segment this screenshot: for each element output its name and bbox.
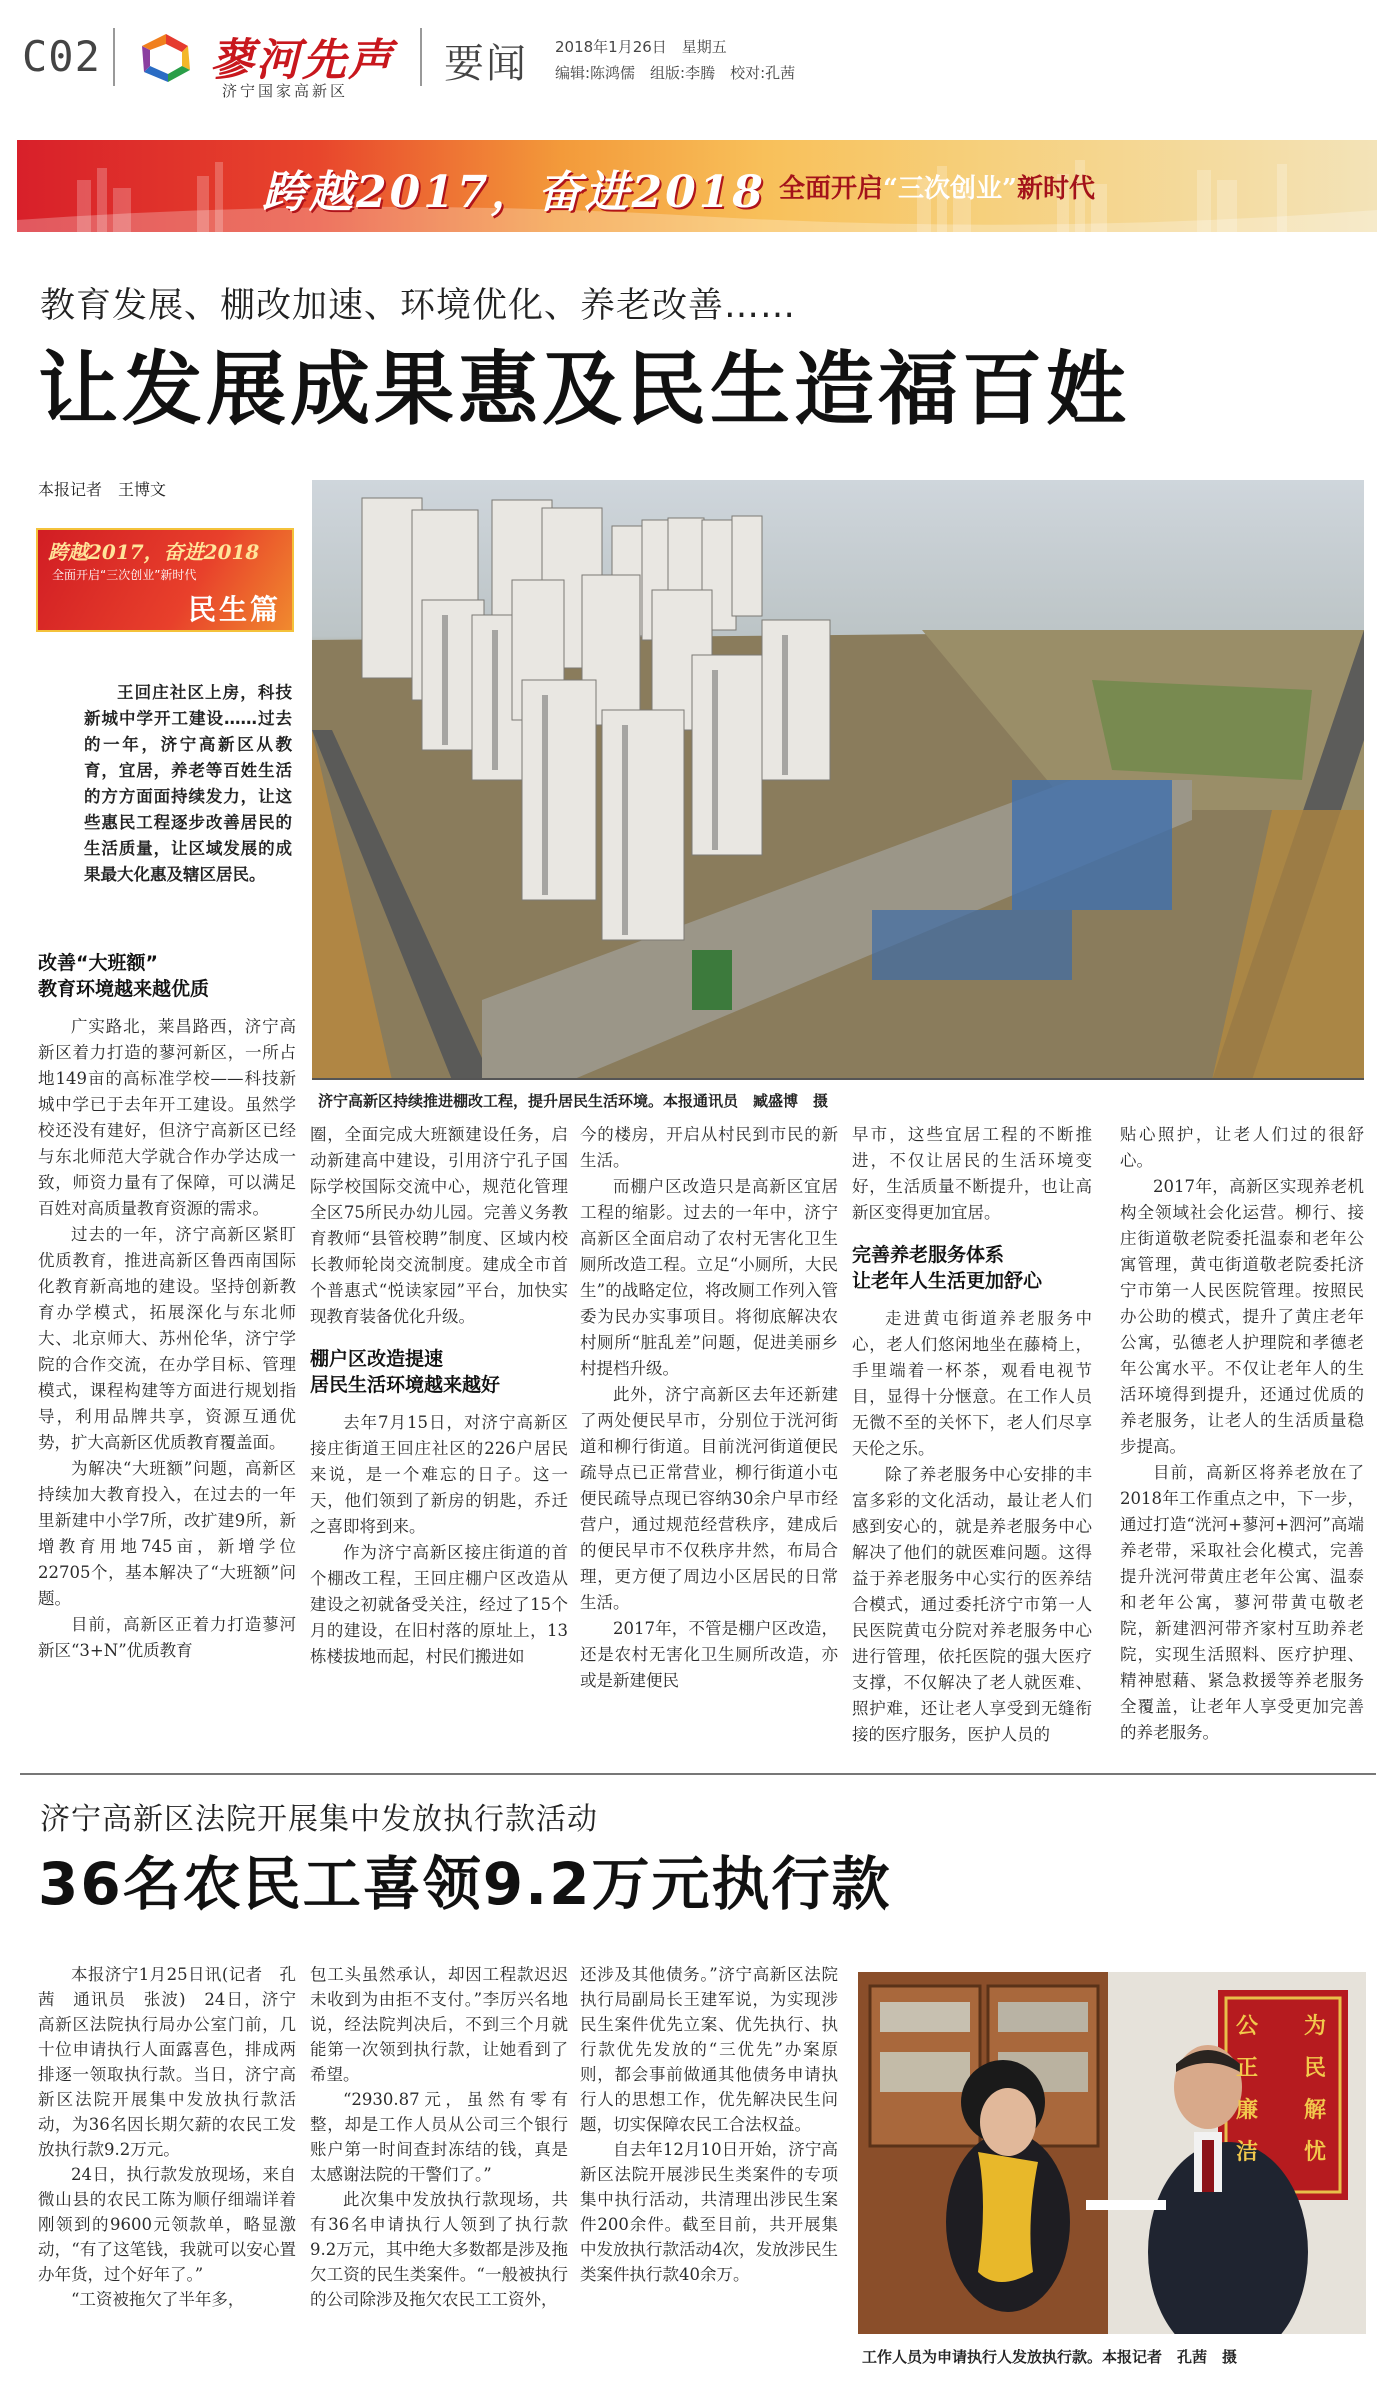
paragraph: “工资被拖欠了半年多， bbox=[71, 2290, 245, 2309]
staff-credits: 编辑:陈鸿儒 组版:李腾 校对:孔茜 bbox=[555, 64, 796, 82]
paper-name: 蓼河先声 bbox=[210, 35, 394, 86]
section-name: 要闻 bbox=[444, 41, 528, 87]
paragraph: 作为济宁高新区接庄街道的首个棚改工程，王回庄棚户区改造从建设之初就备受关注，经过了15个月的建设，在旧村落的原址上，13栋楼拔地而起，村民们搬进如 bbox=[310, 1543, 568, 1666]
subheading-education bbox=[38, 950, 296, 1002]
story2-column-2 bbox=[310, 1962, 568, 2312]
paragraph: 早市，这些宜居工程的不断推进，不仅让居民的生活环境变好，生活质量不断提升，也让高新区变得更加宜居。 bbox=[852, 1125, 1092, 1222]
paragraph: 而棚户区改造只是高新区宜居工程的缩影。过去的一年中，济宁高新区全面启动了农村无害化卫生厕所改造工程。立足“小厕所，大民生”的战略定位，将改厕工作列入管委为民办实事项目。将彻底解决农村厕所“脏乱差”问题，促进美丽乡村提档升级。 bbox=[580, 1177, 838, 1378]
paragraph: 走进黄屯街道养老服务中心，老人们悠闲地坐在藤椅上，手里端着一杯茶，观看电视节目，显得十分惬意。在工作人员无微不至的关怀下，老人们尽享天伦之乐。 bbox=[852, 1309, 1092, 1458]
badge-title: 民生篇 bbox=[188, 593, 282, 626]
paragraph: 去年7月15日，对济宁高新区接庄街道王回庄社区的226户居民来说，是一个难忘的日子。这一天，他们领到了新房的钥匙，乔迁之喜即将到来。 bbox=[310, 1413, 568, 1536]
paragraph: 此外，济宁高新区去年还新建了两处便民早市，分别位于洸河街道和柳行街道。目前洸河街道便民疏导点已正常营业，柳行街道小屯便民疏导点现已容纳30余户早市经营户，通过规范经营秩序，建成后的便民早市不仅秩序井然，布局合理，更方便了周边小区居民的日常生活。 bbox=[580, 1385, 838, 1612]
badge-tagline: 全面开启“三次创业”新时代 bbox=[52, 568, 197, 582]
subheading-education-line2: 教育环境越来越优质 bbox=[38, 978, 210, 1000]
story2-column-3 bbox=[580, 1962, 838, 2287]
paper-logo-icon bbox=[138, 30, 194, 86]
aerial-photo-caption: 济宁高新区持续推进棚改工程，提升居民生活环境。本报通讯员 臧盛博 摄 bbox=[318, 1092, 829, 1110]
banner-tagline-post: 新时代 bbox=[1016, 174, 1095, 204]
story2-kicker: 济宁高新区法院开展集中发放执行款活动 bbox=[40, 1802, 598, 1837]
paper-subtitle: 济宁国家高新区 bbox=[222, 82, 349, 100]
paragraph: 广实路北，莱昌路西，济宁高新区着力打造的蓼河新区，一所占地149亩的高标准学校——科技新城中学已于去年开工建设。虽然学校还没有建好，但济宁高新区已经与东北师范大学就合作办学达成一致，师资力量有了保障，可以满足百姓对高质量教育资源的需求。 bbox=[38, 1017, 296, 1218]
story1-lead bbox=[84, 680, 292, 888]
paragraph: 目前，高新区将养老放在了2018年工作重点之中，下一步，通过打造“洸河+蓼河+泗河”高端养老带，采取社会化模式，完善提升洸河带黄庄老年公寓、温泰和老年公寓，蓼河带黄屯敬老院，新建泗河带齐家村互助养老院，实现生活照料、医疗护理、精神慰藉、紧急救援等养老服务全覆盖，让老年人享受更加完善的养老服务。 bbox=[1120, 1463, 1364, 1742]
paragraph: 为解决“大班额”问题，高新区持续加大教育投入，在过去的一年里新建中小学7所，改扩建9所，新增教育用地745亩，新增学位22705个，基本解决了“大班额”问题。 bbox=[38, 1459, 296, 1608]
subheading-elderly-line1: 完善养老服务体系 bbox=[852, 1244, 1005, 1266]
story1-lead-text: 王回庄社区上房，科技新城中学开工建设……过去的一年，济宁高新区从教育，宜居，养老等百姓生活的方方面面持续发力，让这些惠民工程逐步改善居民的生活质量，让区域发展的成果最大化惠及辖区居民。 bbox=[84, 683, 292, 884]
aerial-photo bbox=[312, 480, 1364, 1080]
paragraph: 除了养老服务中心安排的丰富多彩的文化活动，最让老人们感到安心的，就是养老服务中心解决了他们的就医难问题。这得益于养老服务中心实行的医养结合模式，通过委托济宁市第一人民医院黄屯分院对养老服务中心进行管理，依托医院的强大医疗支撑，不仅解决了老人就医难、照护难，还让老人享受到无缝衔接的医疗服务，医护人员的 bbox=[852, 1465, 1092, 1744]
story1-column-4 bbox=[852, 1122, 1092, 1748]
banner-text-left: 公正廉洁 bbox=[1235, 2014, 1258, 2165]
story1-column-5 bbox=[1120, 1122, 1364, 1746]
paragraph: 包工头虽然承认，却因工程款迟迟未收到为由拒不支付。”李厉兴名地说，经法院判决后，不到三个月就能第一次领到执行款，让她看到了希望。 bbox=[310, 1965, 568, 2084]
subheading-shantytown bbox=[310, 1346, 568, 1398]
story1-column-3 bbox=[580, 1122, 838, 1694]
paragraph: 圈，全面完成大班额建设任务，启动新建高中建设，引用济宁孔子国际学校国际交流中心，规范化管理全区75所民办幼儿园。完善义务教育教师“县管校聘”制度、区域内校长教师轮岗交流制度。建成全市首个普惠式“悦读家园”平台，加快实现教育装备优化升级。 bbox=[310, 1125, 568, 1326]
story2-headline: 36名农民工喜领9.2万元执行款 bbox=[38, 1850, 892, 1918]
paragraph: 还涉及其他债务。”济宁高新区法院执行局副局长王建军说，为实现涉民生案件优先立案、优先执行、执行款优先发放的“三优先”办案原则，都会事前做通其他债务申请执行人的思想工作，优先解决民生问题，切实保障农民工合法权益。 bbox=[580, 1965, 838, 2134]
court-photo bbox=[858, 1972, 1366, 2334]
paragraph: 2017年，高新区实现养老机构全领域社会化运营。柳行、接庄街道敬老院委托温泰和老年公寓管理，黄屯街道敬老院委托济宁市第一人民医院管理。按照民办公助的模式，提升了黄庄老年公寓，弘德老人护理院和孝德老年公寓水平。不仅让老年人的生活环境得到提升，还通过优质的养老服务，让老人的生活质量稳步提高。 bbox=[1120, 1177, 1364, 1456]
photo-bottom-border bbox=[312, 1078, 1364, 1080]
paragraph: 贴心照护，让老人们过的很舒心。 bbox=[1120, 1125, 1364, 1170]
banner-tagline-pre: 全面开启 bbox=[779, 174, 884, 204]
masthead-divider bbox=[113, 28, 115, 86]
story1-column-2 bbox=[310, 1122, 568, 1670]
story1-byline: 本报记者 王博文 bbox=[38, 480, 167, 499]
story1-column-1 bbox=[38, 950, 296, 1664]
paragraph: 目前，高新区正着力打造蓼河新区“3+N”优质教育 bbox=[38, 1615, 296, 1660]
story1-headline: 让发展成果惠及民生造福百姓 bbox=[38, 343, 1130, 436]
banner-tagline-quote: “三次创业” bbox=[883, 174, 1017, 204]
court-photo-caption: 工作人员为申请执行人发放执行款。本报记者 孔茜 摄 bbox=[862, 2348, 1238, 2366]
paragraph: 24日，执行款发放现场，来自微山县的农民工陈为顺仔细端详着刚领到的9600元领款单，略显激动，“有了这笔钱，我就可以安心置办年货，过个好年了。” bbox=[38, 2165, 296, 2284]
badge-slogan: 跨越2017，奋进2018 bbox=[48, 540, 260, 564]
story1-kicker: 教育发展、棚改加速、环境优化、养老改善…… bbox=[40, 286, 797, 326]
story-divider bbox=[20, 1773, 1376, 1775]
masthead-divider-2 bbox=[420, 28, 422, 86]
subheading-elderly bbox=[852, 1242, 1092, 1294]
page-number: C02 bbox=[22, 32, 101, 81]
subheading-education-line1: 改善“大班额” bbox=[38, 952, 158, 974]
theme-banner bbox=[17, 140, 1377, 232]
paragraph: 今的楼房，开启从村民到市民的新生活。 bbox=[580, 1125, 838, 1170]
paragraph: 此次集中发放执行款现场，共有36名申请执行人领到了执行款9.2万元，其中绝大多数都是涉及拖欠工资的民生类案件。“一般被执行的公司除涉及拖欠农民工工资外， bbox=[310, 2190, 568, 2309]
paragraph: 本报济宁1月25日讯(记者 孔茜 通讯员 张波) 24日，济宁高新区法院执行局办公室门前，几十位申请执行人面露喜色，排成两排逐一领取执行款。当日，济宁高新区法院开展集中发放执行款活动，为36名因长期欠薪的农民工发放执行款9.2万元。 bbox=[38, 1965, 296, 2159]
banner-slogan: 跨越2017，奋进2018 bbox=[262, 167, 766, 218]
banner-text-right: 为民解忧 bbox=[1303, 2014, 1326, 2165]
paragraph: 自去年12月10日开始，济宁高新区法院开展涉民生类案件的专项集中执行活动，共清理出涉民生案件200余件。截至目前，共开展集中发放执行款活动4次，发放涉民生类案件执行款40余万。 bbox=[580, 2140, 838, 2284]
minsheng-badge bbox=[36, 528, 294, 632]
issue-date: 2018年1月26日 星期五 bbox=[555, 38, 727, 56]
paragraph: 过去的一年，济宁高新区紧盯优质教育，推进高新区鲁西南国际化教育新高地的建设。坚持创新教育办学模式，拓展深化与东北师大、北京师大、苏州伦华，济宁学院的合作交流，在办学目标、管理模式，课程构建等方面进行规划指导，利用品牌共享，资源互通优势，扩大高新区优质教育覆盖面。 bbox=[38, 1225, 296, 1452]
subheading-elderly-line2: 让老年人生活更加舒心 bbox=[852, 1270, 1043, 1292]
subheading-shantytown-line2: 居民生活环境越来越好 bbox=[310, 1374, 501, 1396]
paragraph: “2930.87元，虽然有零有整，却是工作人员从公司三个银行账户第一时间查封冻结的钱，真是太感谢法院的干警们了。” bbox=[310, 2090, 568, 2184]
banner-tagline bbox=[779, 168, 1095, 205]
paragraph: 2017年，不管是棚户区改造，还是农村无害化卫生厕所改造，亦或是新建便民 bbox=[580, 1619, 838, 1690]
story2-column-1 bbox=[38, 1962, 296, 2312]
subheading-shantytown-line1: 棚户区改造提速 bbox=[310, 1348, 444, 1370]
